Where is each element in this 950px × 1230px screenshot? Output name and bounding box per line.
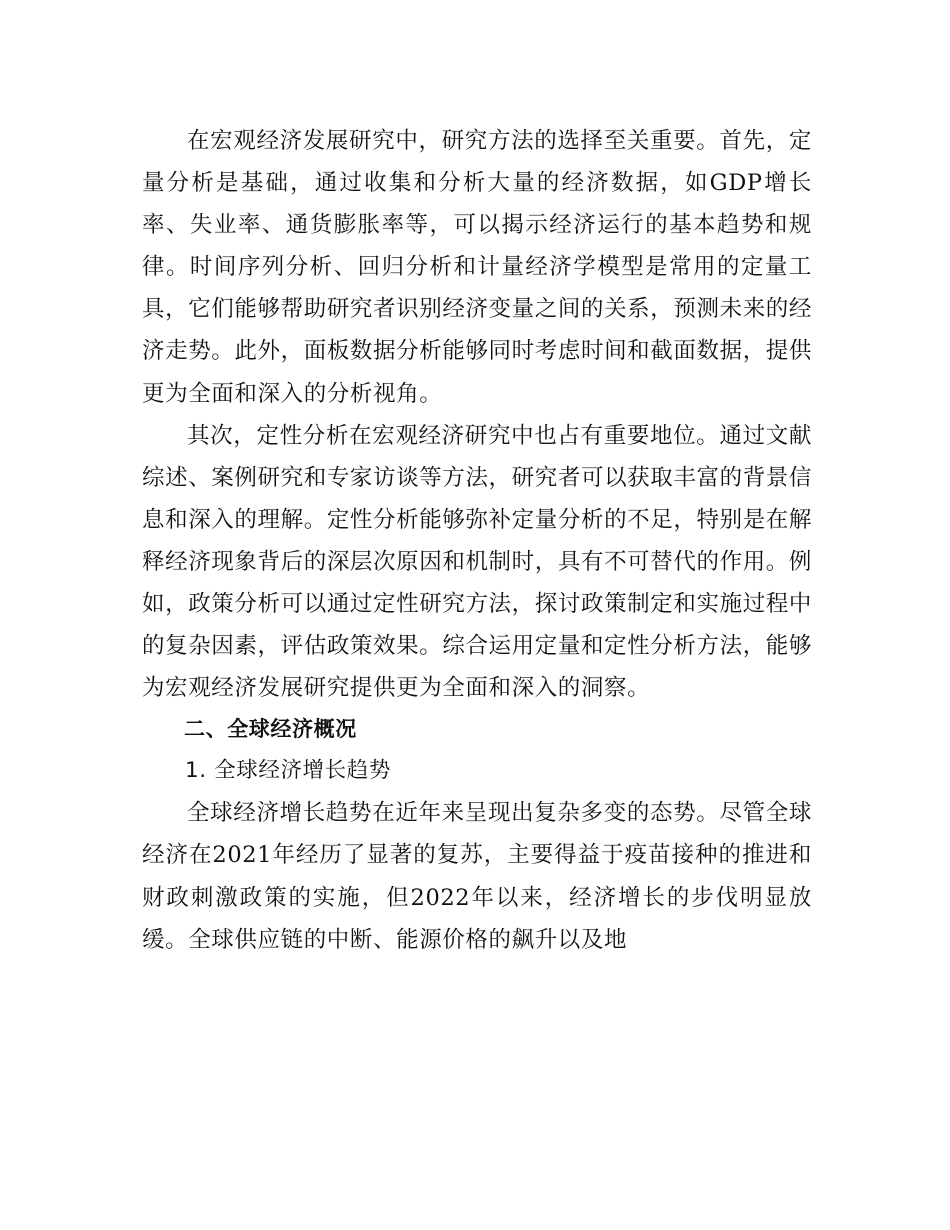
paragraph-research-methods-qualitative: 其次，定性分析在宏观经济研究中也占有重要地位。通过文献综述、案例研究和专家访谈等方法，研究者可以获取丰富的背景信息和深入的理解。定性分析能够弥补定量分析的不足，特别是在解释经济现象背后的深层次原因和机制时，具有不可替代的作用。例如，政策分析可以通过定性研究方法，探讨政策制定和实施过程中的复杂因素，评估政策效果。综合运用定量和定性分析方法，能够为宏观经济发展研究提供更为全面和深入的洞察。 [142,422,812,702]
section-heading: 二、全球经济概况 [184,717,357,742]
paragraph-research-methods-quantitative: 在宏观经济发展研究中，研究方法的选择至关重要。首先，定量分析是基础，通过收集和分析大量的经济数据，如GDP增长率、失业率、通货膨胀率等，可以揭示经济运行的基本趋势和规律。时间序列分析、回归分析和计量经济学模型是常用的定量工具，它们能够帮助研究者识别经济变量之间的关系，预测未来的经济走势。此外，面板数据分析能够同时考虑时间和截面数据，提供更为全面和深入的分析视角。 [142,128,812,407]
paragraph-global-growth-trend: 全球经济增长趋势在近年来呈现出复杂多变的态势。尽管全球经济在2021年经历了显著的复苏，主要得益于疫苗接种的推进和财政刺激政策的实施，但2022年以来，经济增长的步伐明显放缓。全球供应链的中断、能源价格的飙升以及地 [142,800,812,953]
document-body [142,120,812,961]
subsection-heading: 1. 全球经济增长趋势 [185,758,391,784]
